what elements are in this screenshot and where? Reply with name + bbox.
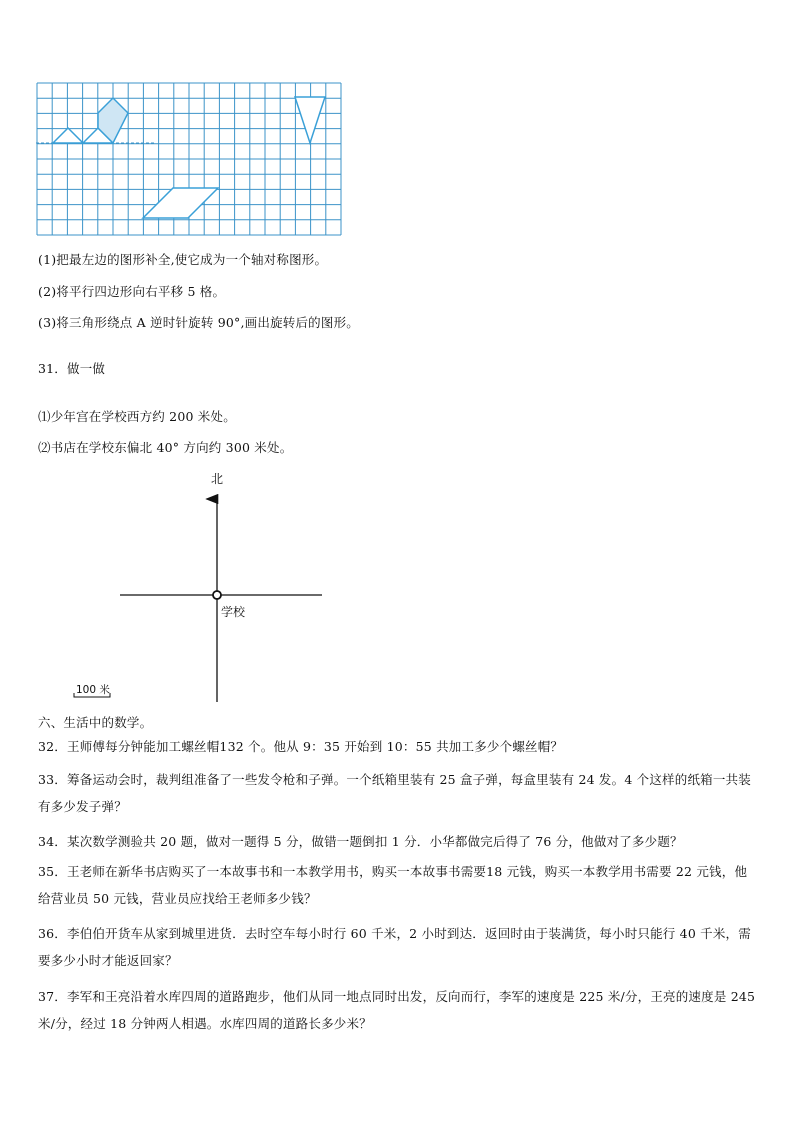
question-36: [38, 920, 758, 974]
q31-title: 31．做一做: [38, 361, 106, 376]
school-label: 学校: [221, 605, 246, 619]
question-text: 筹备运动会时，裁判组准备了一些发令枪和子弹。一个纸箱里装有 25 盒子弹，每盒里装有 24 发。4 个这样的纸箱一共装有多少发子弹？: [38, 772, 751, 814]
school-point: [213, 591, 221, 599]
question-32: [38, 737, 563, 755]
q30-item-3: (3)将三角形绕点 A 逆时针旋转 90°,画出旋转后的图形。: [38, 315, 359, 330]
question-text: 王老师在新华书店购买了一本故事书和一本教学用书，购买一本故事书需要18 元钱，购买一本教学用书需要 22 元钱，他给营业员 50 元钱，营业员应找给王老师多少钱？: [38, 864, 748, 906]
question-text: 李伯伯开货车从家到城里进货．去时空车每小时行 60 千米，2 小时到达．返回时由于装满货，每小时只能行 40 千米，需要多少小时才能返回家？: [38, 926, 751, 968]
question-number: 35．: [38, 864, 68, 879]
q30-item-2: (2)将平行四边形向右平移 5 格。: [38, 284, 226, 299]
scale-label: 100 米: [76, 684, 110, 696]
question-text: 王师傅每分钟能加工螺丝帽132 个。他从 9：35 开始到 10：55 共加工多少个螺丝帽？: [67, 739, 564, 754]
question-number: 34．: [38, 834, 68, 849]
question-33: [38, 766, 758, 820]
grid-figure: [36, 82, 344, 236]
q31-item-2: ⑵书店在学校东偏北 40° 方向约 300 米处。: [38, 440, 293, 455]
question-number: 36．: [38, 926, 68, 941]
question-text: 某次数学测验共 20 题，做对一题得 5 分，做错一题倒扣 1 分．小华都做完后得了 76 分，他做对了多少题？: [67, 834, 683, 849]
question-text: 李军和王亮沿着水库四周的道路跑步，他们从同一地点同时出发，反向而行，李军的速度是 225 米/分，王亮的速度是 245 米/分，经过 18 分钟两人相遇。水库四周的道路长多少米？: [38, 989, 756, 1031]
triangle-figure: [295, 97, 325, 143]
left-figure-triangle-1: [53, 128, 83, 143]
question-35: [38, 858, 758, 912]
section6-title: 六、生活中的数学。: [38, 715, 153, 730]
question-number: 37．: [38, 989, 68, 1004]
north-label: 北: [211, 472, 224, 486]
question-34: [38, 832, 683, 850]
question-number: 33．: [38, 772, 68, 787]
q30-item-1: (1)把最左边的图形补全,使它成为一个轴对称图形。: [38, 252, 328, 267]
question-number: 32．: [38, 739, 68, 754]
parallelogram-figure: [143, 188, 218, 218]
q31-item-1: ⑴少年宫在学校西方约 200 米处。: [38, 409, 236, 424]
question-37: [38, 983, 758, 1037]
compass-diagram: [60, 465, 340, 710]
